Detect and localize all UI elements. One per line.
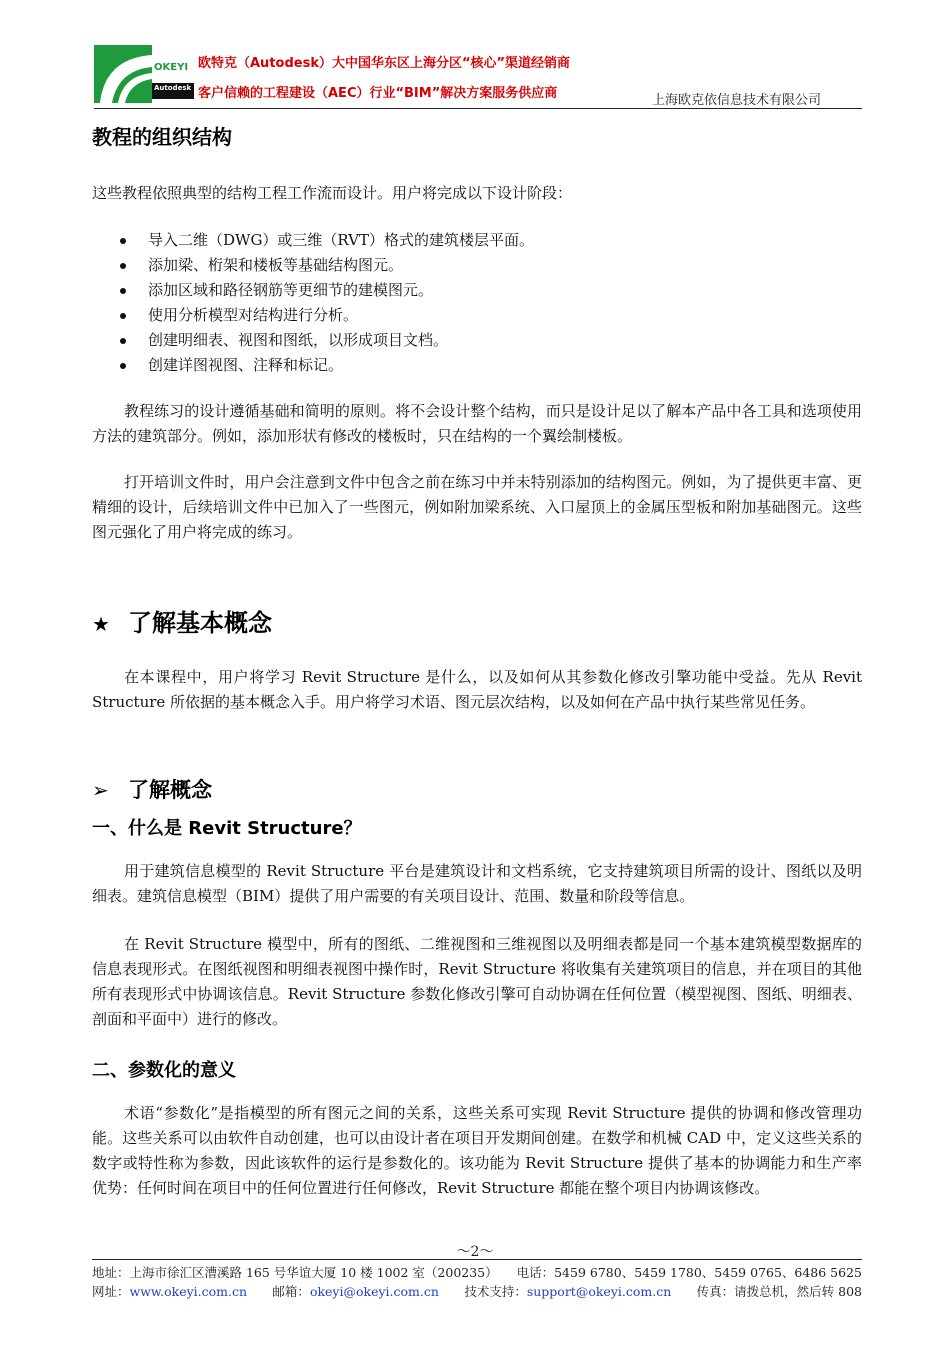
footer-email-label: 邮箱： (272, 1284, 310, 1299)
paragraph: 术语“参数化”是指模型的所有图元之间的关系，这些关系可实现 Revit Structure 提供的协调和修改管理功能。这些关系可以由软件自动创建，也可以由设计者在项目开发期间创建。在数学和机械 CAD 中，定义这些关系的数字或特性称为参数，因此该软件的运行是参数化的。该功能为 Revit Structure 提供了基本的协调能力和生产率优势：任何时间在项目中的任何位置进行任何修改，Revit Structure 都能在整个项目内协调该修改。 (92, 1104, 862, 1197)
subheading-what-is: 一、什么是 Revit Structure？ (92, 818, 362, 839)
email-link[interactable]: okeyi@okeyi.com.cn (309, 1284, 439, 1299)
list-item: 添加梁、桁架和楼板等基础结构图元。 (92, 253, 852, 278)
header-tagline-1: 欧特克（Autodesk）大中国华东区上海分区“核心”渠道经销商 (198, 56, 571, 71)
section-title: 教程的组织结构 (92, 125, 232, 149)
section-heading (92, 603, 272, 638)
logo-brand: Autodesk (154, 84, 192, 92)
paragraph: 在 Revit Structure 模型中，所有的图纸、二维视图和三维视图以及明细表都是同一个基本建筑模型数据库的信息表现形式。在图纸视图和明细表视图中操作时，Revit Structure 将收集有关建筑项目的信息，并在项目的其他所有表现形式中协调该信息。Revit Structure 参数化修改引擎可自动协调在任何位置（模型视图、图纸、明细表、剖面和平面中）进行的修改。 (92, 935, 862, 1028)
star-icon: ★ (92, 612, 110, 636)
subsection-heading-text: 了解概念 (128, 778, 212, 802)
paragraph: 打开培训文件时，用户会注意到文件中包含之前在练习中并未特别添加的结构图元。例如，为了提供更丰富、更精细的设计，后续培训文件中已加入了一些图元，例如附加梁系统、入口屋顶上的金属压型板和附加基础图元。这些图元强化了用户将完成的练习。 (92, 473, 862, 541)
header-divider (94, 108, 862, 109)
logo-text: OKEYI (154, 62, 189, 73)
paragraph: 教程练习的设计遵循基础和简明的原则。将不会设计整个结构，而只是设计足以了解本产品中各工具和选项使用方法的建筑部分。例如，添加形状有修改的楼板时，只在结构的一个翼绘制楼板。 (92, 402, 862, 445)
footer-web-label: 网址： (92, 1284, 130, 1299)
footer-line-1 (92, 1263, 862, 1281)
footer-divider (92, 1259, 862, 1260)
subsection-heading (92, 774, 212, 804)
intro-paragraph: 这些教程依照典型的结构工程工作流而设计。用户将完成以下设计阶段： (92, 184, 573, 202)
design-phases-list (92, 228, 852, 378)
list-item: 导入二维（DWG）或三维（RVT）格式的建筑楼层平面。 (92, 228, 852, 253)
list-item: 创建明细表、视图和图纸，以形成项目文档。 (92, 328, 852, 353)
footer-support-label: 技术支持： (464, 1284, 527, 1299)
list-item: 添加区域和路径钢筋等更细节的建模图元。 (92, 278, 852, 303)
arrow-icon: ➢ (92, 778, 109, 802)
footer-support-group (464, 1282, 671, 1300)
website-link[interactable]: www.okeyi.com.cn (129, 1284, 248, 1299)
footer-fax: 传真：请拨总机，然后转 808 (696, 1284, 862, 1299)
subheading-parametric: 二、参数化的意义 (92, 1060, 236, 1081)
paragraph: 用于建筑信息模型的 Revit Structure 平台是建筑设计和文档系统，它支持建筑项目所需的设计、图纸以及明细表。建筑信息模型（BIM）提供了用户需要的有关项目设计、范围、数量和阶段等信息。 (92, 862, 862, 905)
header-company: 上海欧克依信息技术有限公司 (652, 93, 822, 108)
support-email-link[interactable]: support@okeyi.com.cn (526, 1284, 672, 1299)
footer-address: 地址：上海市徐汇区漕溪路 165 号华谊大厦 10 楼 1002 室（200235） (92, 1265, 498, 1280)
section-heading-text: 了解基本概念 (128, 609, 272, 637)
footer-line-2 (92, 1282, 862, 1300)
footer-email-group (272, 1282, 439, 1300)
footer-phone: 电话：5459 6780、5459 1780、5459 0765、6486 5625 (516, 1265, 862, 1280)
list-item: 创建详图视图、注释和标记。 (92, 353, 852, 378)
page-number: ～2～ (456, 1244, 494, 1260)
header-tagline-2: 客户信赖的工程建设（AEC）行业“BIM”解决方案服务供应商 (198, 86, 558, 101)
company-logo (94, 45, 194, 103)
paragraph: 在本课程中，用户将学习 Revit Structure 是什么，以及如何从其参数化修改引擎功能中受益。先从 Revit Structure 所依据的基本概念入手。用户将学习术语、图元层次结构，以及如何在产品中执行某些常见任务。 (92, 668, 862, 711)
list-item: 使用分析模型对结构进行分析。 (92, 303, 852, 328)
footer-web-group (92, 1282, 247, 1300)
